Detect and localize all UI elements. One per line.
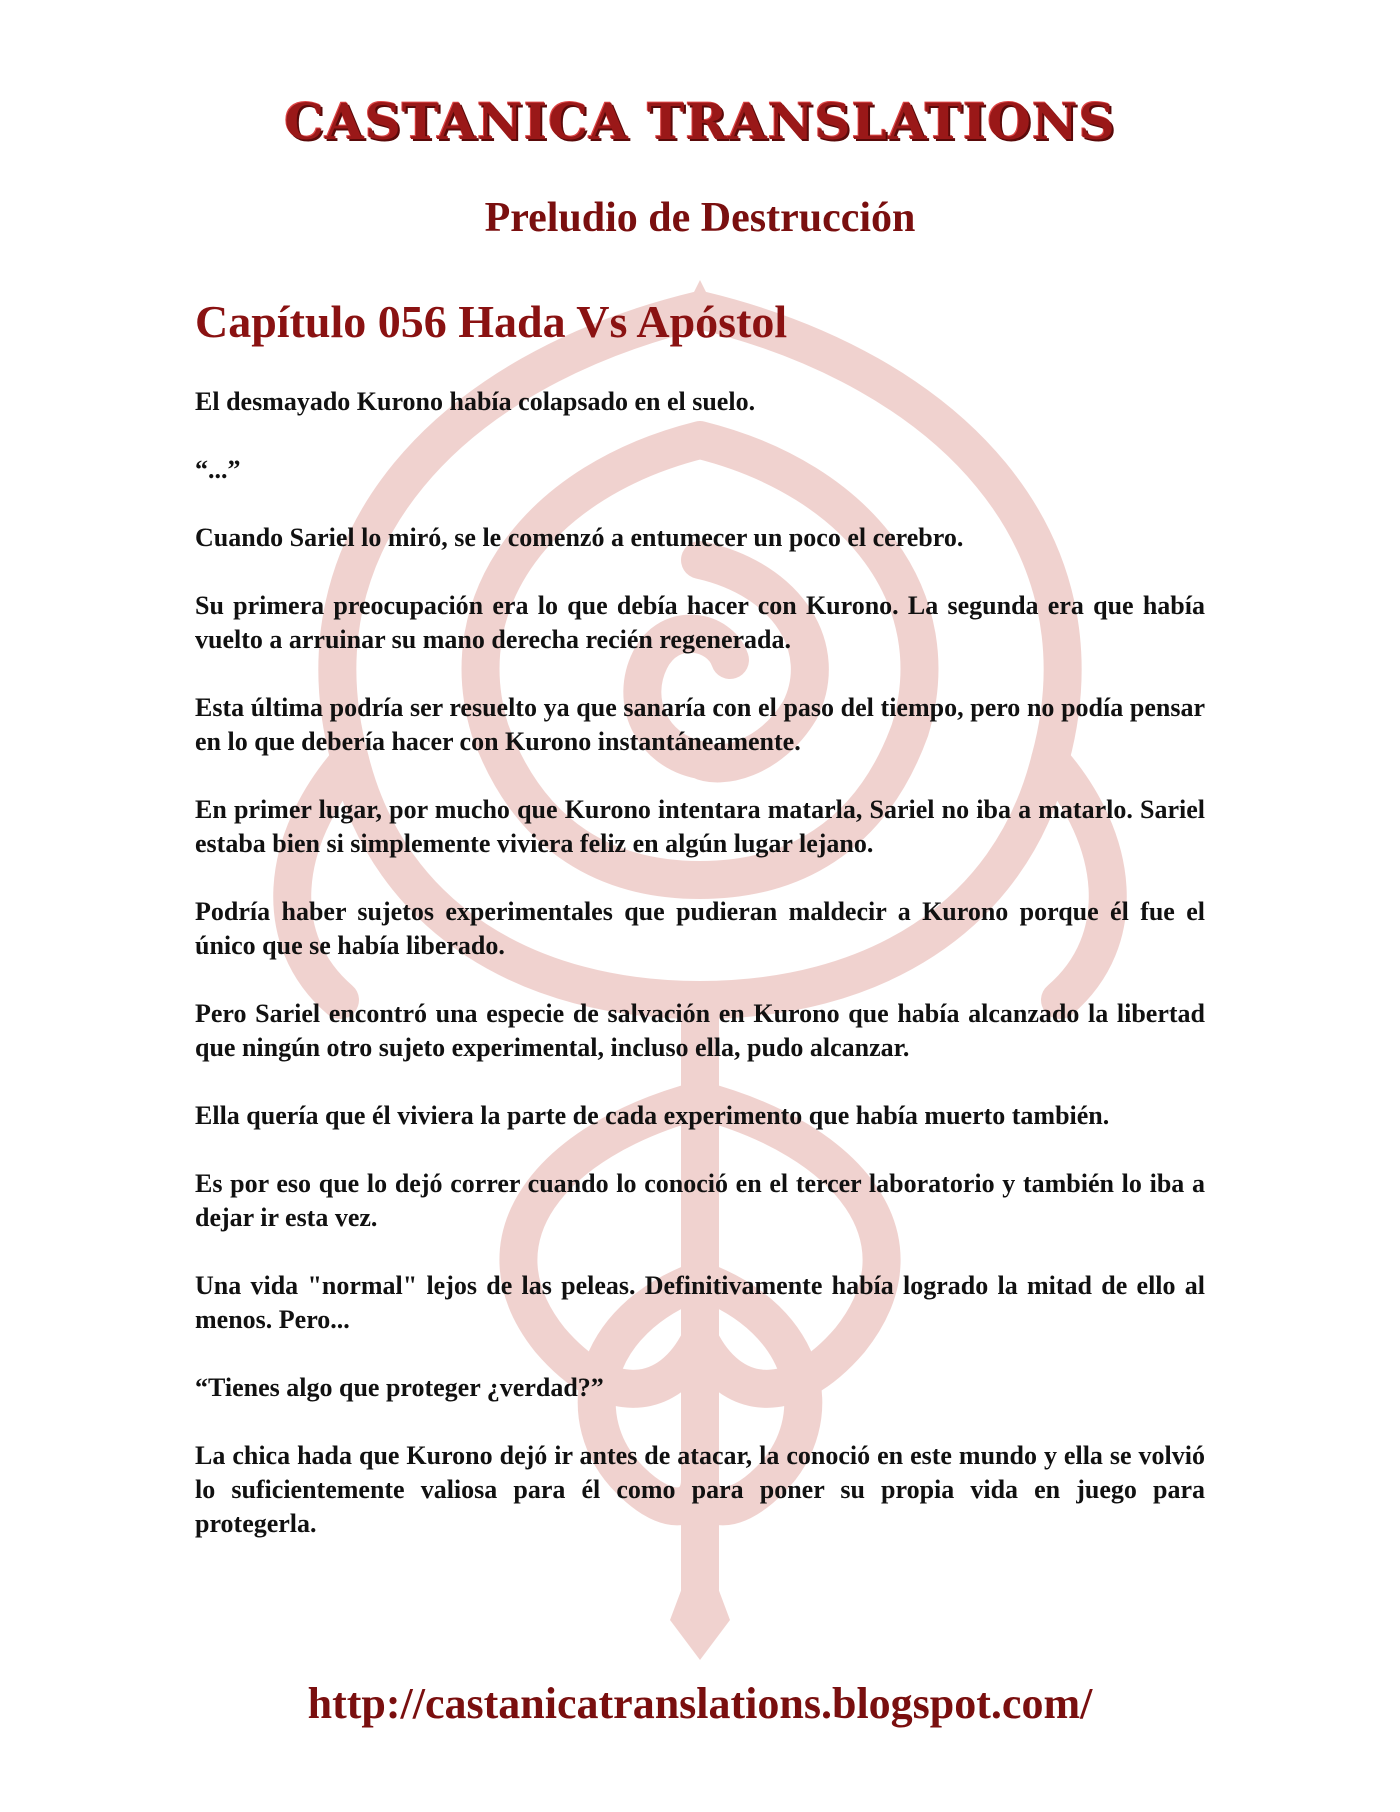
footer-url-link[interactable]: http://castanicatranslations.blogspot.com/ xyxy=(307,1679,1093,1728)
chapter-body xyxy=(195,385,1205,1575)
paragraph: Esta última podría ser resuelto ya que sanaría con el paso del tiempo, pero no podía pensar en lo que debería hacer con Kurono instantáneamente. xyxy=(195,693,1205,756)
paragraph: Cuando Sariel lo miró, se le comenzó a entumecer un poco el cerebro. xyxy=(195,523,964,552)
paragraph: “...” xyxy=(195,455,241,484)
paragraph: “Tienes algo que proteger ¿verdad?” xyxy=(195,1373,604,1402)
paragraph: Es por eso que lo dejó correr cuando lo conoció en el tercer laboratorio y también lo iba a dejar ir esta vez. xyxy=(195,1169,1205,1232)
chapter-title: Capítulo 056 Hada Vs Apóstol xyxy=(195,296,788,347)
paragraph: En primer lugar, por mucho que Kurono intentara matarla, Sariel no iba a matarlo. Sariel estaba bien si simplemente viviera feliz en algún lugar lejano. xyxy=(195,795,1205,858)
brand-header: CASTANICA TRANSLATIONS xyxy=(284,92,1116,151)
paragraph: Su primera preocupación era lo que debía hacer con Kurono. La segunda era que había vuelto a arruinar su mano derecha recién regenerada. xyxy=(195,591,1205,654)
paragraph: Podría haber sujetos experimentales que pudieran maldecir a Kurono porque él fue el único que se había liberado. xyxy=(195,897,1205,960)
paragraph: Pero Sariel encontró una especie de salvación en Kurono que había alcanzado la libertad que ningún otro sujeto experimental, incluso ella, pudo alcanzar. xyxy=(195,999,1205,1062)
paragraph: Una vida "normal" lejos de las peleas. Definitivamente había logrado la mitad de ello al menos. Pero... xyxy=(195,1271,1205,1334)
work-title: Preludio de Destrucción xyxy=(484,195,916,241)
paragraph: El desmayado Kurono había colapsado en el suelo. xyxy=(195,387,756,416)
paragraph: La chica hada que Kurono dejó ir antes de atacar, la conoció en este mundo y ella se volvió lo suficientemente valiosa para él como para poner su propia vida en juego para protegerla. xyxy=(195,1441,1205,1538)
paragraph: Ella quería que él viviera la parte de cada experimento que había muerto también. xyxy=(195,1101,1110,1130)
